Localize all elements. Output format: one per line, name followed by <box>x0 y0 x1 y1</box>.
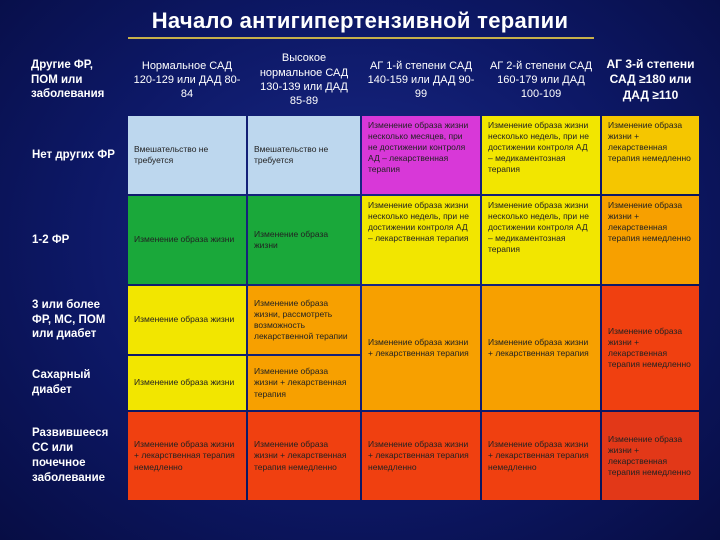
cell-r5-ag1: Изменение образа жизни + лекарственная терапия немедленно <box>362 412 480 500</box>
row-label-no-other-rf: Нет других ФР <box>32 148 115 161</box>
cell-r5-normal: Изменение образа жизни + лекарственная терапия немедленно <box>128 412 246 500</box>
cell-r1-ag2: Изменение образа жизни несколько недель, при не достижении контроля АД – медикаментозная терапия <box>482 116 600 194</box>
cell-r1-high-normal: Вмешательство не требуется <box>248 116 360 194</box>
header-risk-factors: Другие ФР, ПОМ или заболевания <box>31 58 105 101</box>
row-label-cv-renal: Развившееся СС или почечное заболевание <box>32 427 109 484</box>
header-high-normal-bp: Высокое нормальное САД 130-139 или ДАД 85-89 <box>259 52 349 108</box>
cell-r2-ag1: Изменение образа жизни несколько недель, при не достижении контроля АД – лекарственная терапия <box>362 196 480 284</box>
header-normal-bp: Нормальное САД 120-129 или ДАД 80-84 <box>133 59 241 101</box>
cell-r4-normal: Изменение образа жизни <box>128 356 246 410</box>
cell-r3-high-normal: Изменение образа жизни, рассмотреть возможность лекарственной терапии <box>248 286 360 354</box>
cell-r5-ag2: Изменение образа жизни + лекарственная терапия немедленно <box>482 412 600 500</box>
cell-r34-ag1: Изменение образа жизни + лекарственная терапия <box>362 286 480 410</box>
cell-r1-ag3: Изменение образа жизни + лекарственная терапия немедленно <box>602 116 699 194</box>
cell-r2-normal: Изменение образа жизни <box>128 196 246 284</box>
cell-r34-ag2: Изменение образа жизни + лекарственная терапия <box>482 286 600 410</box>
cell-r5-ag3: Изменение образа жизни + лекарственная терапия немедленно <box>602 412 699 500</box>
row-label-3plus-rf: 3 или более ФР, МС, ПОМ или диабет <box>32 298 106 341</box>
cell-r1-normal: Вмешательство не требуется <box>128 116 246 194</box>
page-title: Начало антигипертензивной терапии <box>151 8 569 33</box>
header-ag-grade3: АГ 3-й степени САД ≥180 или ДАД ≥110 <box>606 56 695 102</box>
cell-r3-normal: Изменение образа жизни <box>128 286 246 354</box>
cell-r34-ag3: Изменение образа жизни + лекарственная терапия немедленно <box>602 286 699 410</box>
cell-r1-ag1: Изменение образа жизни несколько месяцев, при не достижении контроля АД – лекарственная терапия <box>362 116 480 194</box>
cell-r2-ag2: Изменение образа жизни несколько недель, при не достижении контроля АД – медикаментозная терапия <box>482 196 600 284</box>
cell-r5-high-normal: Изменение образа жизни + лекарственная терапия немедленно <box>248 412 360 500</box>
cell-r4-high-normal: Изменение образа жизни + лекарственная терапия <box>248 356 360 410</box>
row-label-1-2-rf: 1-2 ФР <box>32 233 70 246</box>
title-underline <box>128 37 594 39</box>
row-label-diabetes: Сахарный диабет <box>32 369 91 396</box>
cell-r2-ag3: Изменение образа жизни + лекарственная терапия немедленно <box>602 196 699 284</box>
header-ag-grade2: АГ 2-й степени САД 160-179 или ДАД 100-109 <box>489 59 593 101</box>
header-ag-grade1: АГ 1-й степени САД 140-159 или ДАД 90-99 <box>367 59 475 101</box>
cell-r2-high-normal: Изменение образа жизни <box>248 196 360 284</box>
